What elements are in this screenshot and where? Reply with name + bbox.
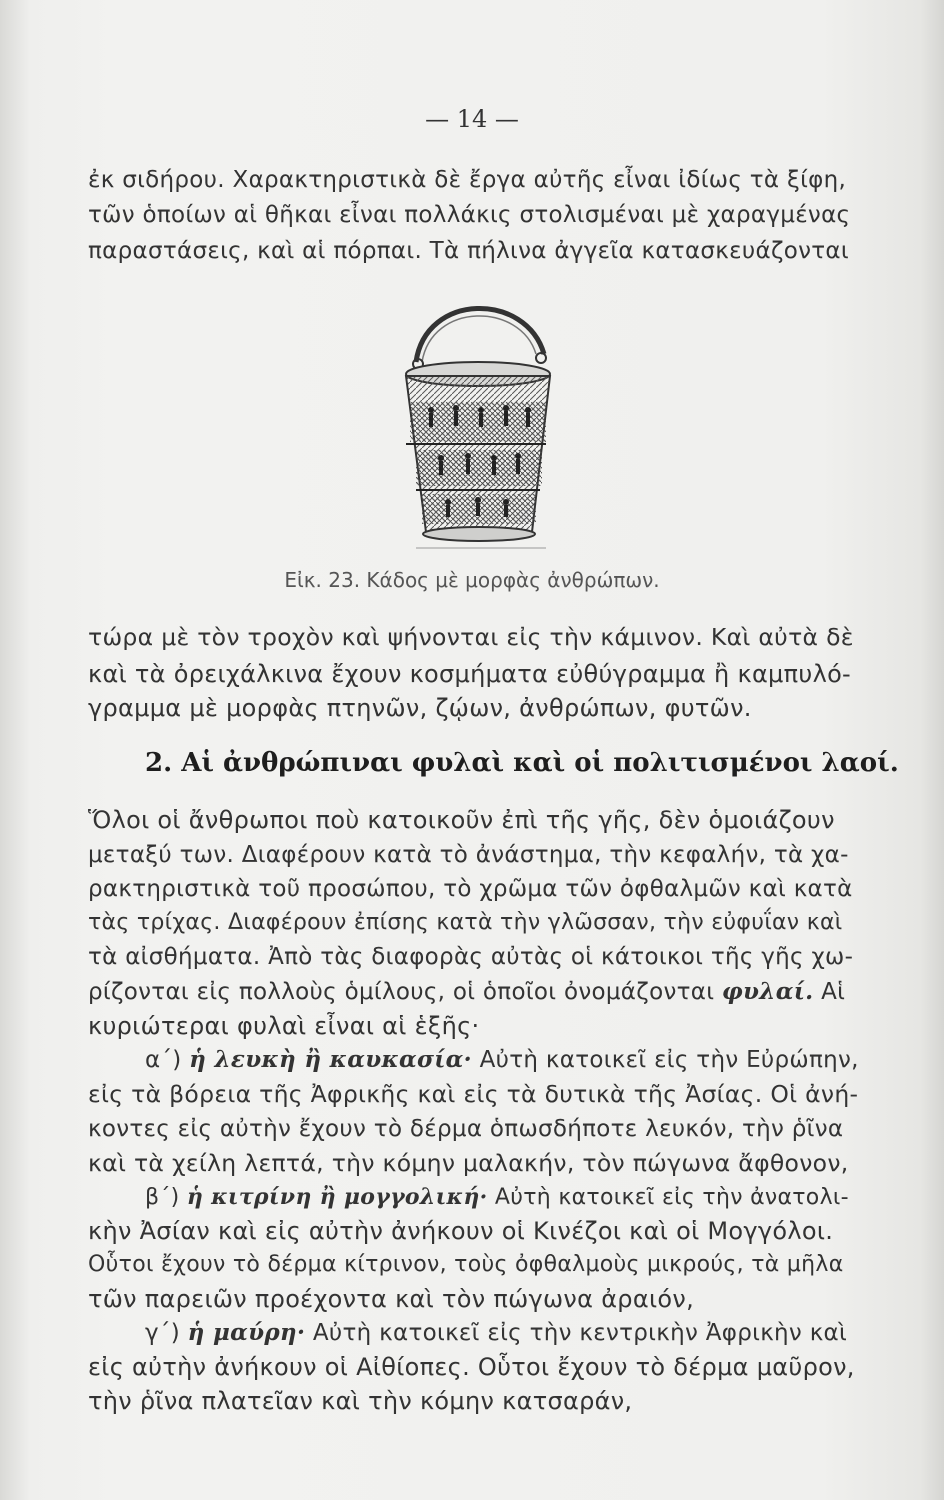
paragraph-line: εἰς αὐτὴν ἀνήκουν οἱ Αἰθίοπες. Οὗτοι ἔχουν τὸ δέρμα μαῦρον, [88, 1353, 855, 1381]
section-heading: 2. Αἱ ἀνθρώπιναι φυλαὶ καὶ οἱ πολιτισμένοι λαοί. [145, 748, 899, 778]
text: Αὐτὴ κατοικεῖ εἰς τὴν κεντρικὴν Ἀφρικὴν καὶ [305, 1320, 848, 1346]
emphasis-text: φυλαί. [721, 978, 814, 1005]
paragraph-line: τώρα μὲ τὸν τροχὸν καὶ ψήνονται εἰς τὴν κάμινον. Καὶ αὐτὰ δὲ [88, 623, 854, 651]
list-item-gamma [145, 1318, 860, 1348]
paragraph-line: παραστάσεις, καὶ αἱ πόρπαι. Τὰ πήλινα ἀγγεῖα κατασκευάζονται [88, 238, 849, 264]
paragraph-line: ρακτηριστικὰ τοῦ προσώπου, τὸ χρῶμα τῶν ὀφθαλμῶν καὶ κατὰ [88, 876, 853, 902]
paragraph-line: τῶν ὁποίων αἱ θῆκαι εἶναι πολλάκις στολισμέναι μὲ χαραγμένας [88, 202, 851, 228]
emphasis-text: ἡ μαύρη· [187, 1319, 306, 1346]
list-label: γ΄) [145, 1320, 188, 1346]
emphasis-text: ἡ κιτρίνη ἢ μογγολική· [186, 1184, 488, 1210]
bucket-with-human-figures-icon [386, 292, 566, 560]
emphasis-text: ἡ λευκὴ ἢ καυκασία· [189, 1046, 472, 1073]
figure-caption: Εἰκ. 23. Κάδος μὲ μορφὰς ἀνθρώπων. [284, 568, 660, 592]
paragraph-line: κοντες εἰς αὐτὴν ἔχουν τὸ δέρμα ὁπωσδήποτε λευκόν, τὴν ῥῖνα [88, 1116, 844, 1142]
paragraph-line: καὶ τὰ ὀρειχάλκινα ἔχουν κοσμήματα εὐθύγραμμα ἢ καμπυλό- [88, 660, 852, 688]
paragraph-line: τῶν παρειῶν προέχοντα καὶ τὸν πώγωνα ἀραιόν, [88, 1285, 695, 1313]
list-label: α΄) [145, 1047, 190, 1073]
text: Αὐτὴ κατοικεῖ εἰς τὴν ἀνατολι- [487, 1185, 849, 1210]
text: Αἱ [813, 979, 846, 1005]
paragraph-line: ἐκ σιδήρου. Χαρακτηριστικὰ δὲ ἔργα αὐτῆς εἶναι ἰδίως τὰ ξίφη, [88, 167, 847, 193]
paragraph-line: Οὗτοι ἔχουν τὸ δέρμα κίτρινον, τοὺς ὀφθαλμοὺς μικρούς, τὰ μῆλα [88, 1252, 844, 1277]
text: ρίζονται εἰς πολλοὺς ὁμίλους, οἱ ὁποῖοι ὀνομάζονται [88, 979, 722, 1005]
paragraph-line: εἰς τὰ βόρεια τῆς Ἀφρικῆς καὶ εἰς τὰ δυτικὰ τῆς Ἀσίας. Οἱ ἀνή- [88, 1080, 859, 1108]
text: Αὐτὴ κατοικεῖ εἰς τὴν Εὐρώπην, [471, 1047, 859, 1073]
page-number: — 14 — [425, 105, 519, 133]
paragraph-line: τὴν ῥῖνα πλατεῖαν καὶ τὴν κόμην κατσαράν, [88, 1387, 633, 1415]
list-item-alpha [145, 1045, 860, 1075]
list-item-beta [145, 1182, 860, 1213]
paragraph-line: καὶ τὰ χείλη λεπτά, τὴν κόμην μαλακήν, τὸν πώγωνα ἄφθονον, [88, 1149, 849, 1177]
paragraph-line: κὴν Ἀσίαν καὶ εἰς αὐτὴν ἀνήκουν οἱ Κινέζοι καὶ οἱ Μογγόλοι. [88, 1217, 834, 1245]
paragraph-line: Ὅλοι οἱ ἄνθρωποι ποὺ κατοικοῦν ἐπὶ τῆς γῆς, δὲν ὁμοιάζουν [88, 806, 835, 834]
paragraph-line: μεταξύ των. Διαφέρουν κατὰ τὸ ἀνάστημα, τὴν κεφαλήν, τὰ χα- [88, 842, 849, 868]
paragraph-line: τὰς τρίχας. Διαφέρουν ἐπίσης κατὰ τὴν γλῶσσαν, τὴν εὐφυΐαν καὶ [88, 910, 843, 935]
paragraph-line: γραμμα μὲ μορφὰς πτηνῶν, ζῴων, ἀνθρώπων, φυτῶν. [88, 694, 752, 722]
paragraph-line: κυριώτεραι φυλαὶ εἶναι αἱ ἑξῆς· [88, 1012, 480, 1040]
paragraph-line: τὰ αἰσθήματα. Ἀπὸ τὰς διαφορὰς αὐτὰς οἱ κάτοικοι τῆς γῆς χω- [88, 944, 854, 970]
paragraph-line [88, 977, 858, 1007]
list-label: β΄) [145, 1185, 187, 1210]
